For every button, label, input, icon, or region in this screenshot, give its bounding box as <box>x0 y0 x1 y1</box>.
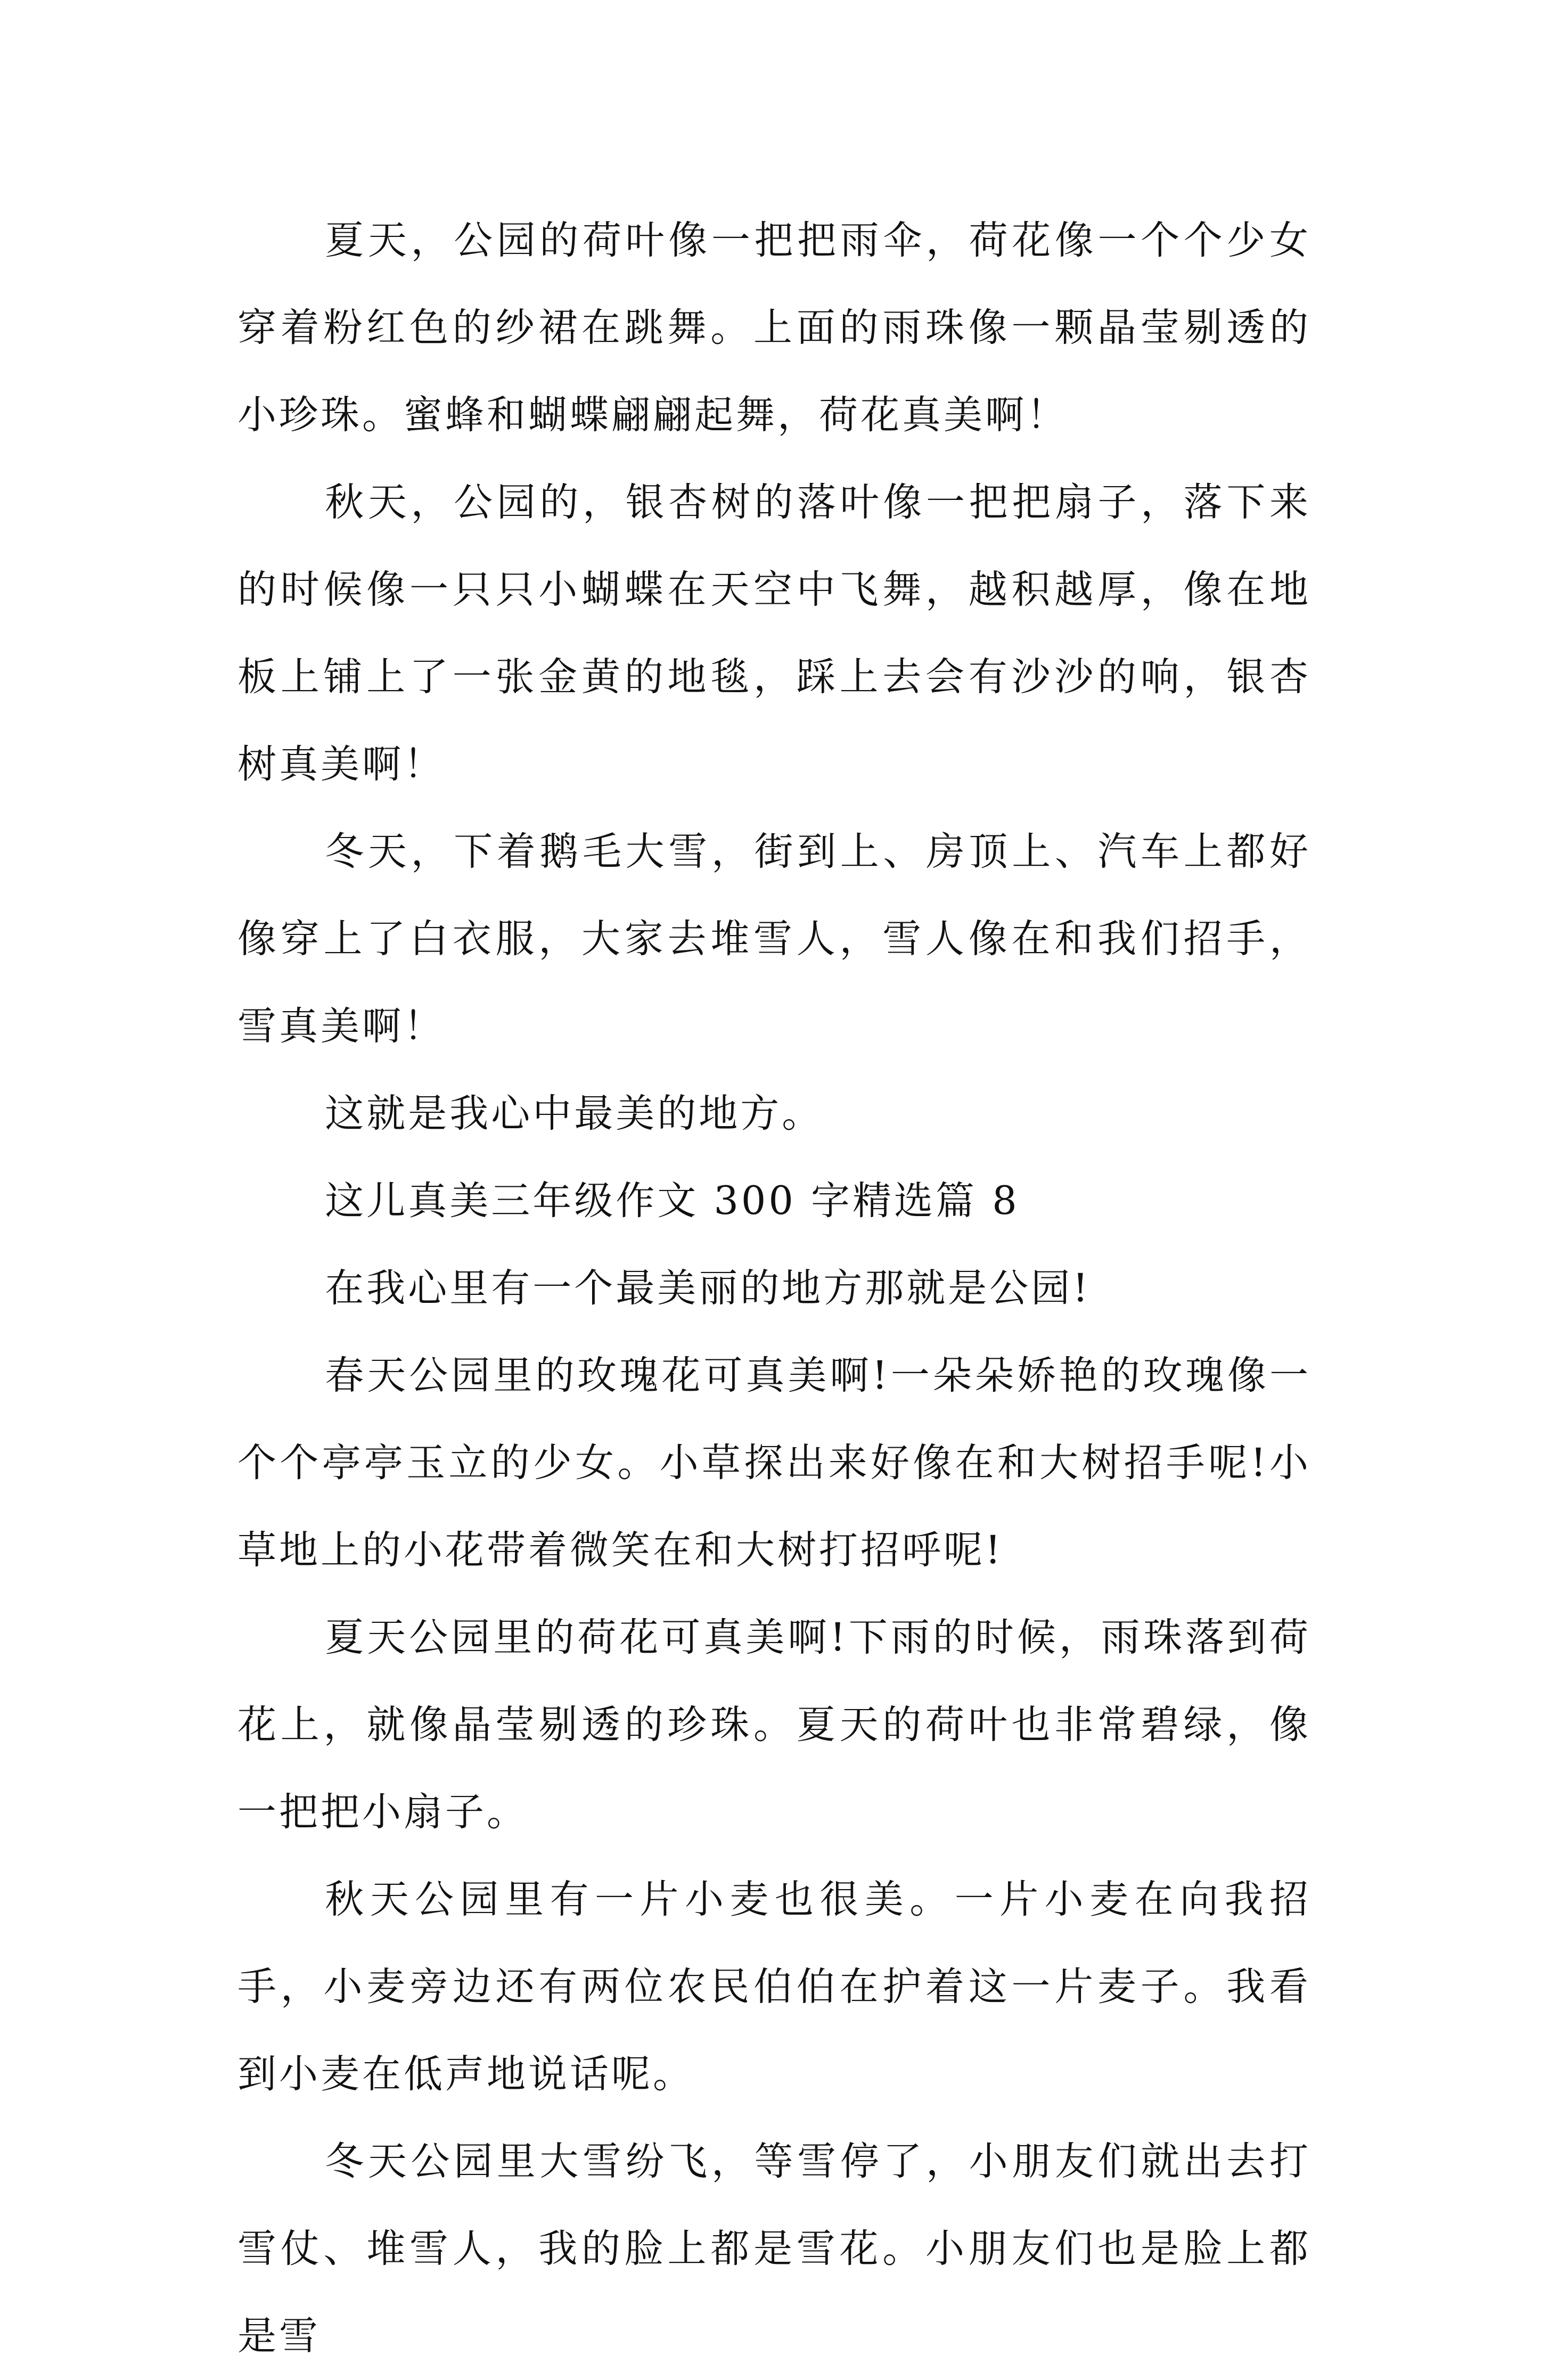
paragraph-conclusion: 这就是我心中最美的地方。 <box>325 1091 824 1136</box>
paragraph-intro-park: 在我心里有一个最美丽的地方那就是公园! <box>325 1266 1091 1311</box>
paragraph-autumn-ginkgo: 秋天，公园的，银杏树的落叶像一把把扇子，落下来的时候像一只只小蝴蝶在天空中飞舞，越积越厚，像在地板上铺上了一张金黄的地毯，踩上去会有沙沙的响，银杏树真美啊！ <box>237 480 1311 787</box>
paragraph-autumn-wheat: 秋天公园里有一片小麦也很美。一片小麦在向我招手，小麦旁边还有两位农民伯伯在护着这一片麦子。我看到小麦在低声地说话呢。 <box>237 1877 1311 2097</box>
paragraph-winter-snowfall: 冬天公园里大雪纷飞，等雪停了，小朋友们就出去打雪仗、堆雪人，我的脸上都是雪花。小朋友们也是脸上都是雪 <box>237 2139 1311 2359</box>
essay-title-8: 这儿真美三年级作文 300 字精选篇 8 <box>325 1178 1020 1224</box>
paragraph-winter-snow: 冬天，下着鹅毛大雪，街到上、房顶上、汽车上都好像穿上了白衣服，大家去堆雪人，雪人像在和我们招手，雪真美啊！ <box>237 829 1311 1049</box>
paragraph-summer-lotus: 夏天，公园的荷叶像一把把雨伞，荷花像一个个少女穿着粉红色的纱裙在跳舞。上面的雨珠像一颗晶莹剔透的小珍珠。蜜蜂和蝴蝶翩翩起舞，荷花真美啊！ <box>237 218 1311 438</box>
document-body <box>237 197 1311 2380</box>
paragraph-spring-roses: 春天公园里的玫瑰花可真美啊!一朵朵娇艳的玫瑰像一个个亭亭玉立的少女。小草探出来好像在和大树招手呢!小草地上的小花带着微笑在和大树打招呼呢! <box>237 1353 1311 1573</box>
paragraph-summer-lotus-rain: 夏天公园里的荷花可真美啊!下雨的时候，雨珠落到荷花上，就像晶莹剔透的珍珠。夏天的荷叶也非常碧绿，像一把把小扇子。 <box>237 1615 1311 1835</box>
